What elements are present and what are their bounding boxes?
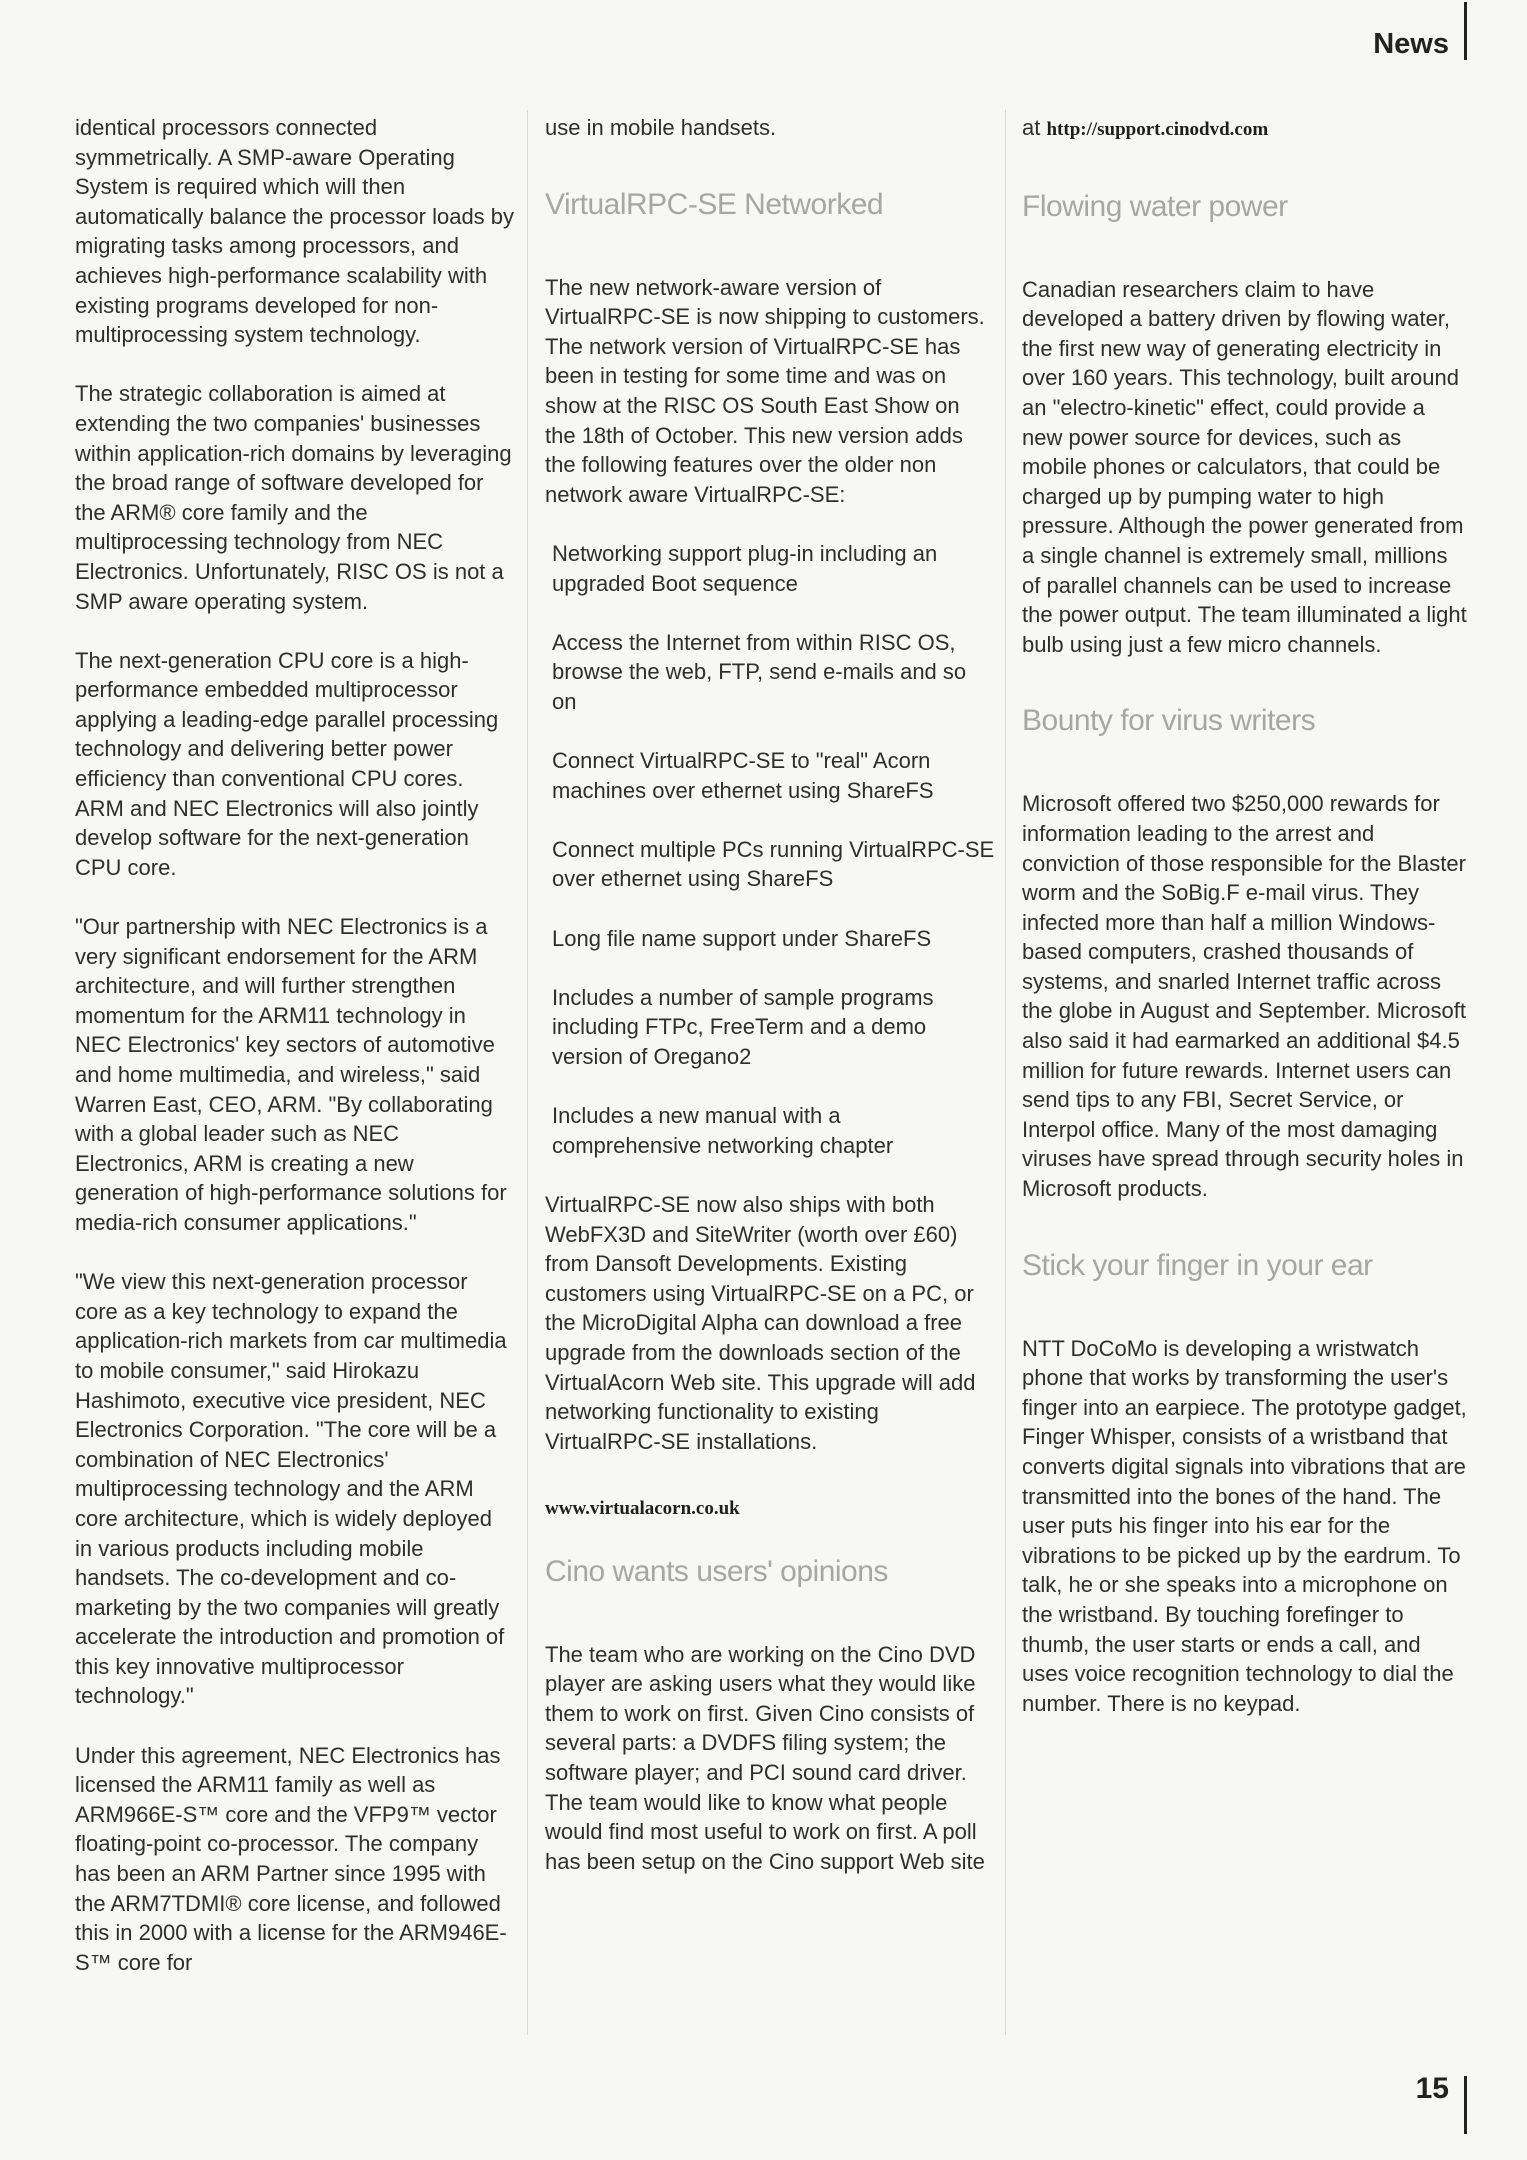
paragraph: "Our partnership with NEC Electronics is a very significant endorsement for the ARM architecture, and will further strengthen momentum for the ARM11 technology in NEC Electronics' key sectors of automotive and home multimedia, and wireless," said Warren East, CEO, ARM. "By collaborating with a global leader such as NEC Electronics, ARM is creating a new generation of high-performance solutions for media-rich consumer applications." [75,914,507,1235]
feature-item: Connect multiple PCs running VirtualRPC-SE over ethernet using ShareFS [552,836,995,892]
article-heading: VirtualRPC-SE Networked [545,187,884,221]
page-number: 15 [1415,2072,1449,2105]
feature-item: Networking support plug-in including an upgraded Boot sequence [552,540,938,596]
intro-prefix: at [1022,115,1041,140]
paragraph: The team who are working on the Cino DVD player are asking users what they would like them to work on first. Given Cino consists of several parts: a DVDFS filing system; the software player; and PCI sound card driver. The team would like to know what people would find most useful to work on first. A poll has been setup on the Cino support Web site [545,1641,985,1874]
paragraph [1022,113,1470,145]
article-heading: Flowing water power [1022,189,1288,223]
section-label: News [1373,28,1449,60]
feature-item: Connect VirtualRPC-SE to "real" Acorn machines over ethernet using ShareFS [552,748,934,803]
paragraph: Canadian researchers claim to have developed a battery driven by flowing water, the first new way of generating electricity in over 160 years. This technology, built around an "electro-kinetic" effect, could provide a new power source for devices, such as mobile phones or calculators, that could be charged up by pumping water to high pressure. Although the power generated from a single channel is extremely small, millions of parallel channels can be used to increase the power output. The team illuminated a light bulb using just a few micro channels. [1022,276,1467,657]
column-1 [75,113,515,1977]
paragraph: The strategic collaboration is aimed at extending the two companies' businesses within application-rich domains by leveraging the broad range of software developed for the ARM® core family and the multiprocessing technology from NEC Electronics. Unfortunately, RISC OS is not a SMP aware operating system. [75,381,512,614]
paragraph: The new network-aware version of VirtualRPC-SE is now shipping to customers. The network version of VirtualRPC-SE has been in testing for some time and was on show at the RISC OS South East Show on the 18th of October. This new version adds the following features over the older non network aware VirtualRPC-SE: [545,274,985,507]
header-rule [1464,2,1467,60]
website-link[interactable]: www.virtualacorn.co.uk [545,1498,740,1520]
column-divider [527,110,528,2035]
paragraph: VirtualRPC-SE now also ships with both WebFX3D and SiteWriter (worth over £60) from Dansoft Developments. Existing customers using VirtualRPC-SE on a PC, or the MicroDigital Alpha can download a free upgrade from the downloads section of the VirtualAcorn Web site. This upgrade will add networking functionality to existing VirtualRPC-SE installations. [545,1192,976,1454]
paragraph: Microsoft offered two $250,000 rewards for information leading to the arrest and conviction of those responsible for the Blaster worm and the SoBig.F e-mail virus. They infected more than half a million Windows-based computers, crashed thousands of systems, and snarled Internet traffic across the globe in August and September. Microsoft also said it had earmarked an additional $4.5 million for future rewards. Internet users can send tips to any FBI, Secret Service, or Interpol office. Many of the most damaging viruses have spread through security holes in Microsoft products. [1022,791,1466,1202]
feature-item: Long file name support under ShareFS [552,925,932,951]
column-divider [1005,110,1006,2035]
url-block [545,1492,995,1524]
column-3 [1022,113,1470,1718]
feature-item: Includes a number of sample programs including FTPc, FreeTerm and a demo version of Oregano2 [552,984,934,1070]
paragraph: use in mobile handsets. [545,115,777,140]
article-heading: Stick your finger in your ear [1022,1248,1373,1282]
feature-item: Includes a new manual with a comprehensive networking chapter [552,1103,894,1158]
feature-item: Access the Internet from within RISC OS, browse the web, FTP, send e-mails and so on [552,629,967,714]
paragraph: Under this agreement, NEC Electronics has licensed the ARM11 family as well as ARM966E-S™ core and the VFP9™ vector floating-point co-processor. The company has been an ARM Partner since 1995 with the ARM7TDMI® core license, and followed this in 2000 with a license for the ARM946E-S™ core for [75,1742,507,1975]
article-heading: Cino wants users' opinions [545,1554,888,1588]
support-link[interactable]: http://support.cinodvd.com [1046,119,1269,140]
paragraph: NTT DoCoMo is developing a wristwatch phone that works by transforming the user's finger into an earpiece. The prototype gadget, Finger Whisper, consists of a wristband that converts digital signals into vibrations that are transmitted into the bones of the hand. The user puts his finger into his ear for the vibrations to be picked up by the eardrum. To talk, he or she speaks into a microphone on the wristband. By touching forefinger to thumb, the user starts or ends a call, and uses voice recognition technology to dial the number. There is no keypad. [1022,1335,1467,1716]
footer-rule [1464,2076,1467,2134]
article-heading: Bounty for virus writers [1022,704,1316,738]
column-2 [545,113,995,1876]
paragraph: identical processors connected symmetrically. A SMP-aware Operating System is required which will then automatically balance the processor loads by migrating tasks among processors, and achieves high-performance scalability with existing programs developed for non-multiprocessing system technology. [75,115,515,348]
paragraph: The next-generation CPU core is a high-performance embedded multiprocessor applying a leading-edge parallel processing technology and delivering better power efficiency than conventional CPU cores. ARM and NEC Electronics will also jointly develop software for the next-generation CPU core. [75,647,499,880]
paragraph: "We view this next-generation processor core as a key technology to expand the application-rich markets from car multimedia to mobile consumer," said Hirokazu Hashimoto, executive vice president, NEC Electronics Corporation. "The core will be a combination of NEC Electronics' multiprocessing technology and the ARM core architecture, which is widely deployed in various products including mobile handsets. The co-development and co-marketing by the two companies will greatly accelerate the introduction and promotion of this key innovative multiprocessor technology." [75,1269,507,1709]
